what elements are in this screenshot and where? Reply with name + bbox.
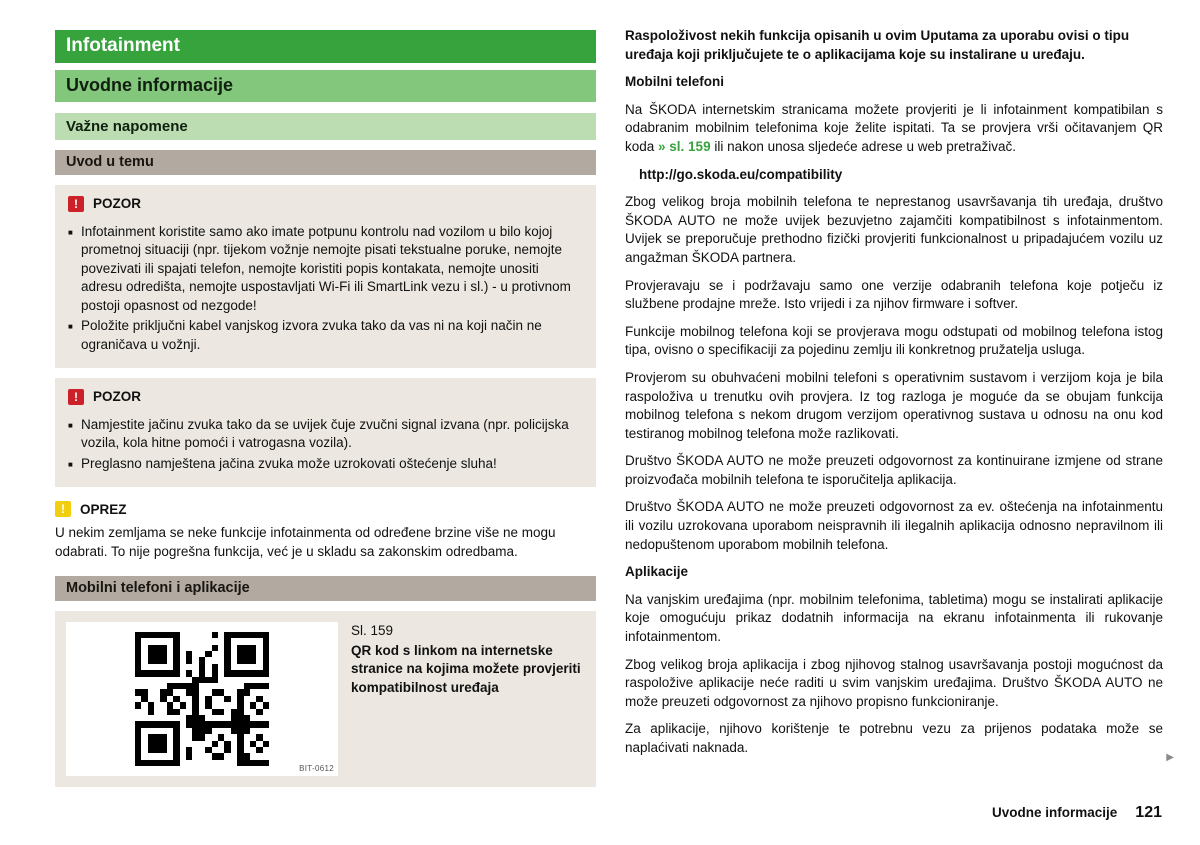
chapter-heading: Infotainment xyxy=(55,30,596,63)
paragraph-os-versions: Provjerom su obuhvaćeni mobilni telefoni s operativnim sustavom i verzijom koja je bila raspoloživa u trenutku ovih provjera. Iz tog razloga je moguće da se obujam funkcija mobilnog telefona s nekom drugom verzijom operativnog sustava u odnosu na onu kod testiranog mobilnog telefona može razlikovati. xyxy=(625,369,1163,441)
heading-aplikacije: Aplikacije xyxy=(625,564,689,580)
footer-section-title: Uvodne informacije xyxy=(992,805,1118,820)
topic-heading-phones: Mobilni telefoni i aplikacije xyxy=(55,576,596,601)
figure-159 xyxy=(55,611,596,787)
warning-item: ■ Preglasno namještena jačina zvuka može uzrokovati oštećenje sluha! xyxy=(68,455,583,474)
page-footer xyxy=(992,804,1162,822)
qr-code-image xyxy=(135,632,269,766)
paragraph-compatibility xyxy=(625,101,1163,157)
figure-caption xyxy=(351,622,585,697)
paragraph-apps-fees: Za aplikacije, njihovo korištenje te potrebnu vezu za prijenos podataka može se naplaćivati naknada. xyxy=(625,721,1163,755)
warning-item: ■ Infotainment koristite samo ako imate potpunu kontrolu nad vozilom u bilo kojoj prometnoj situaciji (npr. tijekom vožnje nemojte pisati tekstualne poruke, nemojte povezivati ili spajati telefon, nemojte koristiti popis kontakata, nemojte unositi adresu odredišta, nemojte uspostavljati Wi-Fi ili SmartLink vezu i sl.) - u protivnom postoji opasnost od nezgode! xyxy=(68,223,583,316)
caution-section xyxy=(55,501,596,561)
warning-title: POZOR xyxy=(93,389,142,404)
warning-list xyxy=(68,416,583,474)
compatibility-url: http://go.skoda.eu/compatibility xyxy=(639,166,843,182)
paragraph-responsibility-changes: Društvo ŠKODA AUTO ne može preuzeti odgovornost za kontinuirane izmjene od strane proizvođača mobilnih telefona te isporučitelja aplikacija. xyxy=(625,453,1163,487)
paragraph-apps-install: Na vanjskim uređajima (npr. mobilnim telefonima, tabletima) mogu se instalirati aplikacije koje omogućuju prikaz dodatnih informacija na ekranu infotainmenta ili rukovanje infotainmentom. xyxy=(625,591,1163,645)
warning-title: POZOR xyxy=(93,196,142,211)
paragraph-apps-compatibility: Zbog velikog broja aplikacija i zbog njihovog stalnog usavršavanja postoji mogućnost da raspoložive aplikacije neće raditi u svim vanjskim uređajima. Društvo ŠKODA AUTO ne može preuzeti odgovornost za njihovo propisno funkcioniranje. xyxy=(625,656,1163,709)
warning-list xyxy=(68,223,583,355)
paragraph-phone-functions: Funkcije mobilnog telefona koji se provjerava mogu odstupati od mobilnog telefona istog tipa, ovisno o specifikaciji za pojedinu zemlju ili konkretnog pružatelja usluga. xyxy=(625,323,1163,358)
topic-heading: Uvod u temu xyxy=(55,150,596,175)
continuation-arrow-icon: ▶ xyxy=(1166,752,1174,763)
warning-icon: ! xyxy=(68,196,84,212)
intro-paragraph: Raspoloživost nekih funkcija opisanih u ovim Uputama za uporabu ovisi o tipu uređaja koji priključujete te o aplikacijama koje su instalirane u uređaju. xyxy=(625,28,1130,62)
warning-item: ■ Položite priključni kabel vanjskog izvora zvuka tako da vas ni na koji način ne ograničava u vožnji. xyxy=(68,317,583,354)
cross-reference-link[interactable]: » sl. 159 xyxy=(658,138,711,154)
footer-page-number: 121 xyxy=(1135,804,1162,821)
paragraph-official-versions: Provjeravaju se i podržavaju samo one verzije odabranih telefona koje potječu iz službene prodajne mreže. Isto vrijedi i za njihov firmware i softver. xyxy=(625,277,1163,312)
caution-icon: ! xyxy=(55,501,71,517)
caution-header xyxy=(55,501,596,517)
paragraph-guarantee: Zbog velikog broja mobilnih telefona te neprestanog usavršavanja tih uređaja, društvo ŠKODA AUTO ne može uvijek bezuvjetno zajamčiti kompatibilnost s infotainmentom. Uvijek se preporučuje prethodno fizički provjeriti funkcionalnost u pripadajućem vozilu uz angažman ŠKODA partnera. xyxy=(625,194,1163,265)
paragraph-text: ili nakon unosa sljedeće adrese u web pretraživač. xyxy=(710,138,1017,154)
caution-text: U nekim zemljama se neke funkcije infotainmenta od određene brzine više ne mogu odabrati. To nije pogrešna funkcija, već je u skladu sa zakonskim odredbama. xyxy=(55,525,556,559)
warning-icon: ! xyxy=(68,389,84,405)
subsection-heading: Važne napomene xyxy=(55,113,596,140)
figure-label: Sl. 159 xyxy=(351,623,394,638)
left-column xyxy=(55,30,596,787)
paragraph-responsibility-damage: Društvo ŠKODA AUTO ne može preuzeti odgovornost za ev. oštećenja na infotainmentu ili vozilu uzrokovana uporabom neispravnih ili ilegalnih aplikacija odnosno nepravilnom ili nedopuštenom uporabom mobilnih telefona. xyxy=(625,499,1163,552)
figure-caption-text: QR kod s linkom na internetske stranice na kojima možete provjeriti kompatibilnost uređaja xyxy=(351,642,581,695)
heading-mobilni-telefoni: Mobilni telefoni xyxy=(625,74,724,90)
right-column xyxy=(625,27,1163,767)
paragraph-text: Na ŠKODA internetskim stranicama možete provjeriti je li infotainment kompatibilan s odabranim mobilnim telefonima koje želite ispitati. Ta se provjera vrši očitavanjem QR koda xyxy=(625,101,1163,154)
caution-title: OPREZ xyxy=(80,501,127,517)
warning-header xyxy=(68,195,583,214)
warning-header xyxy=(68,388,583,407)
warning-item: ■ Namjestite jačinu zvuka tako da se uvijek čuje zvučni signal izvana (npr. policijska vozila, kola hitne pomoći i vatrogasna vozila). xyxy=(68,416,583,453)
qr-panel xyxy=(66,622,338,776)
warning-box-2 xyxy=(55,378,596,487)
section-heading: Uvodne informacije xyxy=(55,70,596,102)
figure-reference-code: BIT-0612 xyxy=(299,764,334,773)
warning-box-1 xyxy=(55,185,596,368)
